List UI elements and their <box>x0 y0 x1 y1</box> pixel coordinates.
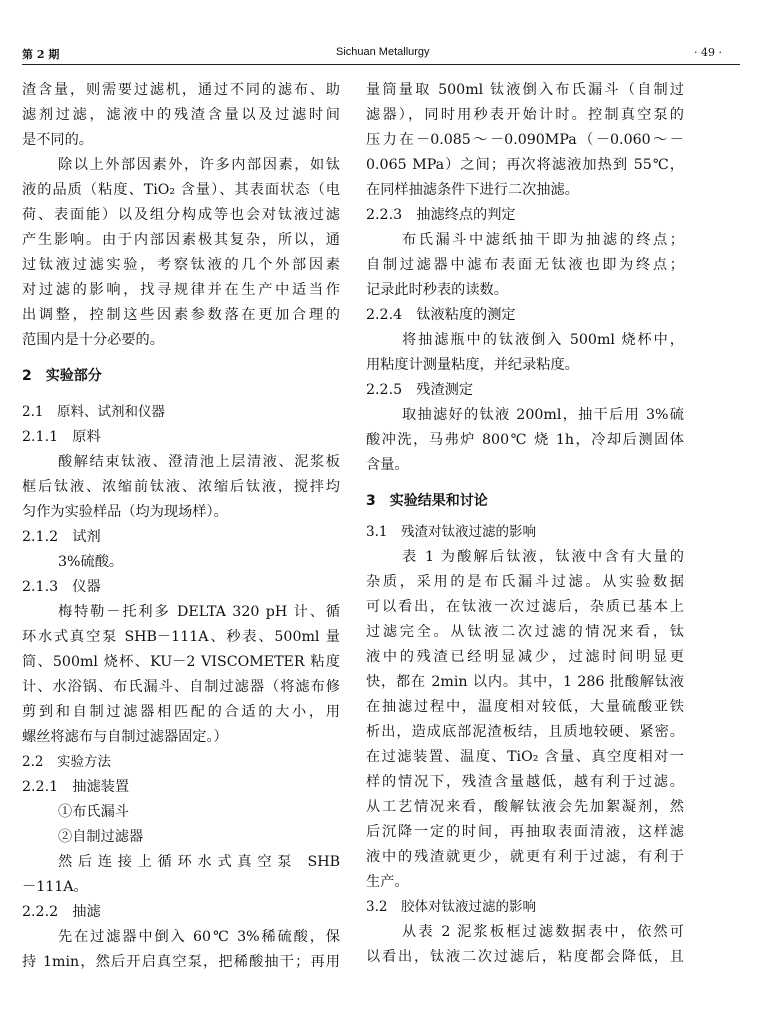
text-line: 匀作为实验样品（均为现场样）。 <box>22 504 228 520</box>
subsubsection-heading: 2.1.2 试剂 <box>22 529 101 545</box>
subsubsection-heading: 2.1.3 仪器 <box>22 579 101 595</box>
text-line: 产生影响。由于内部因素极其复杂，所以，通 <box>22 232 340 248</box>
text-line: 滤器），同时用秒表开始计时。控制真空泵的 <box>366 107 684 123</box>
text-line: 压力在－0.085～－0.090MPa（－0.060～－ <box>366 132 684 148</box>
subsection-heading: 3.1 残渣对钛液过滤的影响 <box>366 524 536 540</box>
list-item: ①布氏漏斗 <box>58 804 129 820</box>
text-line: 对过滤的影响，找寻规律并在生产中适当作 <box>22 282 340 298</box>
text-line: 表 1 为酸解后钛液，钛液中含有大量的 <box>402 549 684 565</box>
text-line: 析出，造成底部泥渣板结，且质地较硬、紧密。 <box>366 724 684 740</box>
text-line: －111A。 <box>22 879 88 895</box>
text-line: 过钛液过滤实验，考察钛液的几个外部因素 <box>22 257 340 273</box>
subsubsection-heading: 2.2.1 抽滤装置 <box>22 779 130 795</box>
subsubsection-heading: 2.1.1 原料 <box>22 429 101 445</box>
subsection-heading: 2.1 原料、试剂和仪器 <box>22 404 165 420</box>
section-heading: 3 实验结果和讨论 <box>366 493 488 509</box>
text-line: 然后连接上循环水式真空泵 SHB <box>58 854 340 870</box>
text-line: 是不同的。 <box>22 132 93 148</box>
journal-name: Sichuan Metallurgy <box>336 46 430 58</box>
text-line: 酸冲洗，马弗炉 800℃ 烧 1h，冷却后测固体 <box>366 432 684 448</box>
running-header <box>22 42 742 64</box>
text-line: 自制过滤器中滤布表面无钛液也即为终点； <box>366 257 684 273</box>
text-line: 滤剂过滤，滤液中的残渣含量以及过滤时间 <box>22 107 340 123</box>
text-line: 用粘度计测量粘度，并纪录粘度。 <box>366 357 579 373</box>
text-line: 生产。 <box>366 874 409 890</box>
list-item: ②自制过滤器 <box>58 829 144 845</box>
text-line: 计、水浴锅、布氏漏斗、自制过滤器（将滤布修 <box>22 679 340 695</box>
text-line: 筒、500ml 烧杯、KU－2 VISCOMETER 粘度 <box>22 654 340 670</box>
text-line: 液中的残渣已经明显减少，过滤时间明显更 <box>366 649 684 665</box>
text-line: 在过滤装置、温度、TiO₂ 含量、真空度相对一 <box>366 749 684 765</box>
text-line: 从表 2 泥浆板框过滤数据表中，依然可 <box>402 924 684 940</box>
section-heading: 2 实验部分 <box>22 368 102 384</box>
subsubsection-heading: 2.2.2 抽滤 <box>22 904 101 920</box>
text-line: 剪到和自制过滤器相匹配的合适的大小，用 <box>22 704 340 720</box>
right-column <box>366 78 684 970</box>
text-line: 将抽滤瓶中的钛液倒入 500ml 烧杯中， <box>402 332 684 348</box>
text-line: 杂质，采用的是布氏漏斗过滤。从实验数据 <box>366 574 684 590</box>
text-line: 取抽滤好的钛液 200ml，抽干后用 3%硫 <box>402 407 684 423</box>
text-line: 记录此时秒表的读数。 <box>366 282 508 298</box>
text-line: 在同样抽滤条件下进行二次抽滤。 <box>366 182 579 198</box>
text-line: 在抽滤过程中，温度相对较低，大量硫酸亚铁 <box>366 699 684 715</box>
text-line: 渣含量，则需要过滤机，通过不同的滤布、助 <box>22 82 340 98</box>
header-rule <box>22 64 740 65</box>
text-line: 液的品质（粘度、TiO₂ 含量）、其表面状态（电 <box>22 182 340 198</box>
text-line: 出调整，控制这些因素参数落在更加合理的 <box>22 307 340 323</box>
text-line: 量筒量取 500ml 钛液倒入布氏漏斗（自制过 <box>366 82 684 98</box>
subsection-heading: 3.2 胶体对钛液过滤的影响 <box>366 899 536 915</box>
text-line: 范围内是十分必要的。 <box>22 332 164 348</box>
text-line: 过滤完全。从钛液二次过滤的情况来看，钛 <box>366 624 684 640</box>
text-line: 从工艺情况来看，酸解钛液会先加絮凝剂，然 <box>366 799 684 815</box>
text-line: 快，都在 2min 以内。其中，1 286 批酸解钛液 <box>366 674 684 690</box>
text-line: 0.065 MPa）之间；再次将滤液加热到 55℃， <box>366 157 684 173</box>
text-line: 以看出，钛液二次过滤后，粘度都会降低，且 <box>366 949 684 965</box>
text-line: 可以看出，在钛液一次过滤后，杂质已基本上 <box>366 599 684 615</box>
text-line: 含量。 <box>366 457 409 473</box>
text-line: 液中的残渣就更少，就更有利于过滤，有利于 <box>366 849 684 865</box>
text-line: 环水式真空泵 SHB－111A、秒表、500ml 量 <box>22 629 340 645</box>
text-line: 3%硫酸。 <box>58 554 124 570</box>
left-column <box>22 78 340 975</box>
subsubsection-heading: 2.2.3 抽滤终点的判定 <box>366 207 516 223</box>
text-line: 后沉降一定的时间，再抽取表面清液，这样滤 <box>366 824 684 840</box>
subsection-heading: 2.2 实验方法 <box>22 754 111 770</box>
issue-number: 第 2 期 <box>22 48 60 61</box>
text-line: 酸解结束钛液、澄清池上层清液、泥浆板 <box>58 454 340 470</box>
subsubsection-heading: 2.2.5 残渣测定 <box>366 382 474 398</box>
text-line: 样的情况下，残渣含量越低，越有利于过滤。 <box>366 774 684 790</box>
text-line: 梅特勒－托利多 DELTA 320 pH 计、循 <box>58 604 340 620</box>
text-line: 布氏漏斗中滤纸抽干即为抽滤的终点； <box>402 232 684 248</box>
page-number: · 49 · <box>694 46 722 59</box>
text-line: 荷、表面能）以及组分构成等也会对钛液过滤 <box>22 207 340 223</box>
text-line: 先在过滤器中倒入 60℃ 3%稀硫酸，保 <box>58 929 340 945</box>
subsubsection-heading: 2.2.4 钛液粘度的测定 <box>366 307 516 323</box>
text-line: 除以上外部因素外，许多内部因素，如钛 <box>58 157 340 173</box>
text-line: 持 1min，然后开启真空泵，把稀酸抽干；再用 <box>22 954 340 970</box>
text-line: 框后钛液、浓缩前钛液、浓缩后钛液，搅拌均 <box>22 479 340 495</box>
text-line: 螺丝将滤布与自制过滤器固定。） <box>22 729 228 745</box>
